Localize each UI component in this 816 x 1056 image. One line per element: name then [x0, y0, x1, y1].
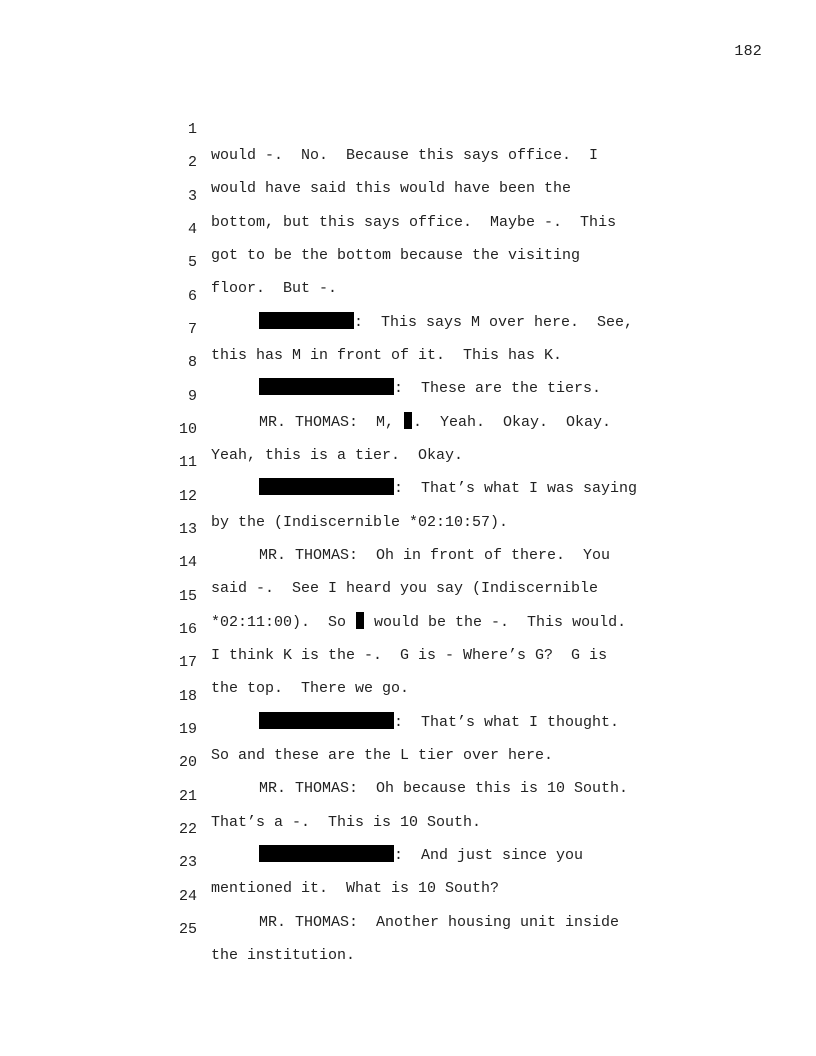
- line-content: : These are the tiers.: [394, 380, 602, 398]
- line-number: 22: [178, 820, 197, 838]
- line-number: 9: [187, 387, 197, 405]
- line-content: : This says M over here. See,: [354, 313, 634, 331]
- line-number: 18: [178, 687, 197, 705]
- line-number: 5: [187, 254, 197, 272]
- line-text: [211, 943, 355, 969]
- line-content: That’s a -. This is 10 South.: [211, 813, 482, 831]
- line-content: So and these are the L tier over here.: [211, 746, 554, 764]
- line-content: said -. See I heard you say (Indiscernible: [211, 580, 599, 598]
- line-content: MR. THOMAS: Oh in front of there. You: [259, 546, 611, 564]
- line-content: MR. THOMAS: M,: [259, 413, 404, 431]
- line-content: : And just since you: [394, 846, 584, 864]
- line-content: got to be the bottom because the visiting: [211, 246, 581, 264]
- line-number: 16: [178, 620, 197, 638]
- line-content: would -. No. Because this says office. I: [211, 147, 599, 164]
- transcript-line: [0, 324, 816, 398]
- line-content: *02:11:00). So: [211, 613, 356, 631]
- line-number: 1: [187, 121, 197, 138]
- line-number: 11: [178, 454, 197, 472]
- line-number: 3: [187, 187, 197, 205]
- line-number: 10: [178, 420, 197, 438]
- transcript-line: [0, 224, 816, 298]
- line-content: . Yeah. Okay. Okay.: [413, 413, 612, 431]
- transcript-line: [0, 291, 816, 364]
- line-content: I think K is the -. G is - Where’s G? G is: [211, 646, 608, 664]
- transcript-line: [0, 191, 816, 264]
- line-number: 12: [178, 487, 197, 505]
- line-number: 15: [178, 587, 197, 605]
- line-number: 19: [178, 720, 197, 738]
- transcript-body: [0, 91, 816, 964]
- line-number: 17: [178, 654, 197, 672]
- line-content: : That’s what I thought.: [394, 713, 620, 731]
- line-number: 23: [178, 854, 197, 872]
- line-number: 20: [178, 754, 197, 772]
- line-content: the top. There we go.: [211, 680, 410, 698]
- line-content: MR. THOMAS: Oh because this is 10 South.: [259, 780, 629, 798]
- line-number: 4: [187, 220, 197, 238]
- page-number: 182: [734, 43, 762, 60]
- line-content: would have said this would have been the: [211, 180, 572, 198]
- line-number: 2: [187, 154, 197, 172]
- transcript-line: [0, 158, 816, 231]
- line-number: 24: [178, 887, 197, 905]
- line-number: 13: [178, 520, 197, 538]
- line-number: 25: [178, 920, 197, 938]
- transcript-line: [0, 91, 816, 164]
- transcript-line: [0, 258, 816, 331]
- transcript-line: [0, 124, 816, 198]
- line-content: by the (Indiscernible *02:10:57).: [211, 513, 509, 531]
- transcript-line: [0, 891, 816, 964]
- line-content: Yeah, this is a tier. Okay.: [211, 446, 464, 464]
- line-content: MR. THOMAS: Another housing unit inside: [259, 913, 620, 931]
- line-number: 6: [187, 287, 197, 305]
- line-content: mentioned it. What is 10 South?: [211, 880, 500, 898]
- line-content: floor. But -.: [211, 280, 338, 298]
- line-content: would be the -. This would.: [365, 613, 627, 631]
- line-number: 14: [178, 554, 197, 572]
- line-content: bottom, but this says office. Maybe -. This: [211, 213, 617, 231]
- line-content: this has M in front of it. This has K.: [211, 346, 563, 364]
- line-content: : That’s what I was saying: [394, 480, 638, 498]
- line-content: the institution.: [211, 946, 356, 964]
- line-number: 21: [178, 787, 197, 805]
- line-number: 7: [187, 320, 197, 338]
- line-number: 8: [187, 354, 197, 372]
